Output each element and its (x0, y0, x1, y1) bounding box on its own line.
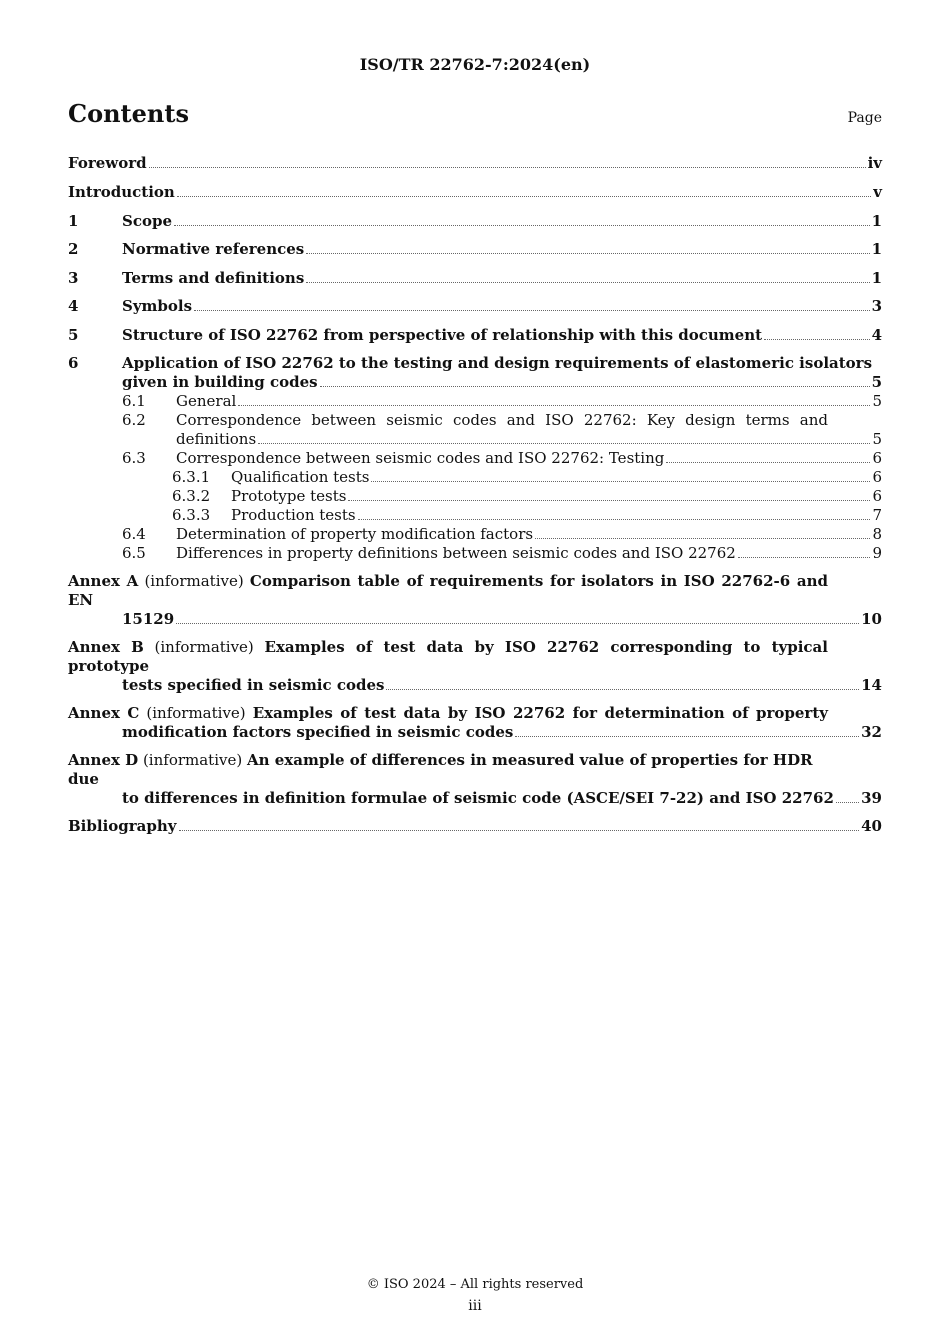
toc-entry-terms-and-definitions[interactable]: 3 Terms and definitions 1 (68, 269, 882, 287)
leader-dots (174, 225, 870, 226)
toc-entry-key-design-terms[interactable]: 6.2 Correspondence between seismic codes and ISO 22762: Key design terms and definitions 5 (122, 411, 882, 448)
toc-entry-introduction[interactable]: Introduction v (68, 183, 882, 201)
toc-entry-annex-c[interactable]: Annex C (informative) Examples of test data by ISO 22762 for determination of property modification factors specified in seismic codes 32 (68, 704, 882, 741)
leader-dots (666, 462, 870, 463)
toc-entry-general[interactable]: 6.1 General 5 (122, 392, 882, 410)
leader-dots (738, 557, 871, 558)
footer-page-number: iii (468, 1298, 482, 1314)
toc-entry-annex-b[interactable]: Annex B (informative) Examples of test data by ISO 22762 corresponding to typical prototype tests specified in seismic codes 14 (68, 638, 882, 694)
leader-dots (764, 339, 870, 340)
toc-entry-structure[interactable]: 5 Structure of ISO 22762 from perspective of relationship with this document 4 (68, 326, 882, 344)
leader-dots (535, 538, 870, 539)
leader-dots (320, 386, 870, 387)
document-id: ISO/TR 22762-7:2024(en) (359, 55, 591, 74)
leader-dots (194, 310, 870, 311)
toc-entry-property-definitions[interactable]: 6.5 Differences in property definitions between seismic codes and ISO 22762 9 (122, 544, 882, 562)
leader-dots (238, 405, 870, 406)
leader-dots (177, 196, 871, 197)
page-title: Contents (68, 99, 189, 128)
toc-entry-testing[interactable]: 6.3 Correspondence between seismic codes and ISO 22762: Testing 6 (122, 449, 882, 467)
toc-entry-production-tests[interactable]: 6.3.3 Production tests 7 (172, 506, 882, 524)
toc-entry-application[interactable]: 6 Application of ISO 22762 to the testing and design requirements of elastomeric isolators given in building codes 5 (68, 354, 882, 391)
leader-dots (176, 623, 859, 624)
toc-entry-prototype-tests[interactable]: 6.3.2 Prototype tests 6 (172, 487, 882, 505)
toc-entry-scope[interactable]: 1 Scope 1 (68, 212, 882, 230)
table-of-contents (68, 150, 882, 836)
leader-dots (515, 736, 859, 737)
toc-entry-annex-d[interactable]: Annex D (informative) An example of differences in measured value of properties for HDR due to differences in definition formulae of seismic code (ASCE/SEI 7-22) and ISO 22762 39 (68, 751, 882, 807)
leader-dots (179, 830, 860, 831)
leader-dots (149, 167, 866, 168)
leader-dots (306, 282, 869, 283)
toc-entry-normative-references[interactable]: 2 Normative references 1 (68, 240, 882, 258)
leader-dots (836, 802, 859, 803)
footer-copyright: © ISO 2024 – All rights reserved (366, 1277, 584, 1292)
toc-entry-qualification-tests[interactable]: 6.3.1 Qualification tests 6 (172, 468, 882, 486)
leader-dots (306, 253, 869, 254)
toc-entry-foreword[interactable]: Foreword iv (68, 154, 882, 172)
toc-entry-bibliography[interactable]: Bibliography 40 (68, 817, 882, 835)
page-column-label: Page (847, 110, 882, 126)
leader-dots (358, 519, 871, 520)
leader-dots (386, 689, 859, 690)
leader-dots (348, 500, 870, 501)
toc-entry-annex-a[interactable]: Annex A (informative) Comparison table of requirements for isolators in ISO 22762-6 and EN 15129 10 (68, 572, 882, 628)
leader-dots (258, 443, 870, 444)
toc-entry-property-modification-factors[interactable]: 6.4 Determination of property modification factors 8 (122, 525, 882, 543)
toc-entry-symbols[interactable]: 4 Symbols 3 (68, 297, 882, 315)
leader-dots (371, 481, 870, 482)
